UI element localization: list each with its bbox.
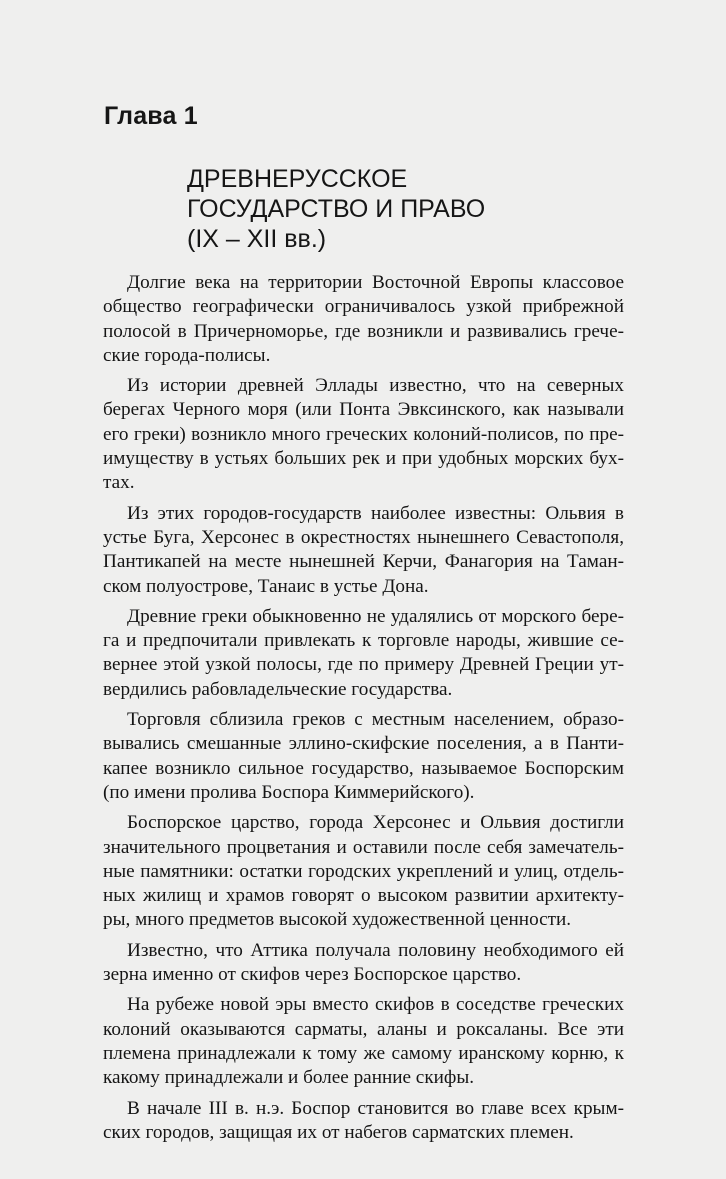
paragraph: В начале III в. н.э. Боспор становится во главе всех крымских городов, защищая их от набегов сарматских племен. — [103, 1097, 624, 1143]
paragraph: Долгие века на территории Восточной Европы классовое общество географически ограничивалось узкой прибрежной полосой в Причерноморье, где возникли и развивались греческие города-полисы. — [103, 272, 624, 366]
chapter-title-line: (IX – XII вв.) — [187, 225, 327, 253]
paragraph: На рубеже новой эры вместо скифов в соседстве греческих колоний оказываются сарматы, аланы и роксаланы. Все эти племена принадлежали к тому же самому иранскому корню, к какому принадлежали и более ранние скифы. — [103, 994, 624, 1089]
chapter-title-line: ГОСУДАРСТВО И ПРАВО — [187, 195, 486, 223]
chapter-title-line: ДРЕВНЕРУССКОЕ — [187, 165, 408, 193]
paragraph: Из истории древней Эллады известно, что на северных берегах Черного моря (или Понта Эвксинского, как называли его греки) возникло много греческих колоний-полисов, по преимуществу в устьях больших рек и при удобных морских бухтах. — [103, 375, 624, 494]
paragraph: Боспорское царство, города Херсонес и Ольвия достигли значительного процветания и оставили после себя замечательные памятники: остатки городских укреплений и улиц, отдельных жилищ и храмов говорят о высоком развитии архитектуры, много предметов высокой художественной ценности. — [103, 812, 624, 931]
chapter-body — [103, 271, 624, 1151]
paragraph: Известно, что Аттика получала половину необходимого ей зерна именно от скифов через Боспорское царство. — [103, 939, 624, 986]
chapter-label: Глава 1 — [104, 102, 198, 130]
paragraph: Древние греки обыкновенно не удалялись от морского берега и предпочитали привлекать к торговле народы, жившие севернее этой узкой полосы, где по примеру Древней Греции утвердились рабовладельческие государства. — [103, 605, 624, 700]
paragraph: Торговля сблизила греков с местным населением, образовывались смешанные эллино-скифские поселения, а в Пантикапее возникло сильное государство, называемое Боспорским (по имени пролива Боспора Киммерийского). — [103, 709, 624, 803]
chapter-title — [187, 164, 485, 254]
paragraph: Из этих городов-государств наиболее известны: Ольвия в устье Буга, Херсонес в окрестностях нынешнего Севастополя, Пантикапей на месте нынешней Керчи, Фанагория на Таманском полуострове, Танаис в устье Дона. — [103, 502, 624, 597]
